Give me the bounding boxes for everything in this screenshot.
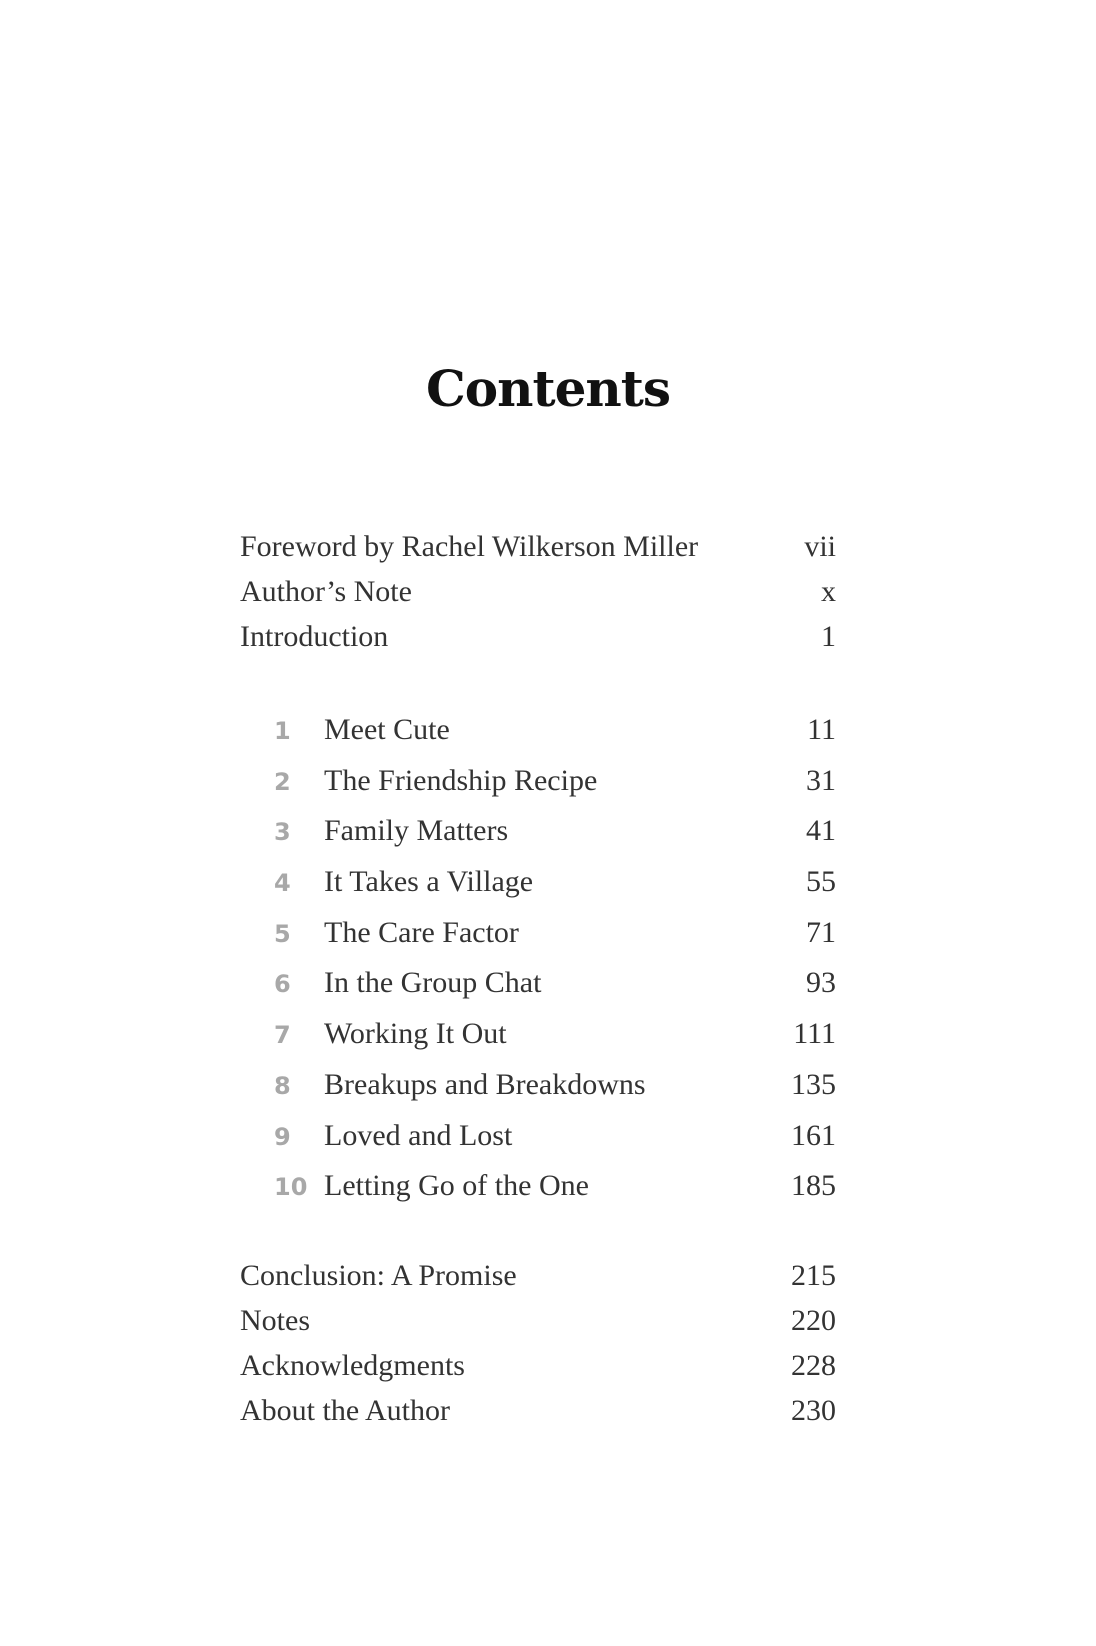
toc-chapter-9[interactable] xyxy=(274,1119,836,1170)
chapter-page: 93 xyxy=(806,966,836,1000)
entry-label: Conclusion: A Promise xyxy=(240,1258,517,1292)
toc-chapter-8[interactable] xyxy=(274,1068,836,1119)
chapter-page: 31 xyxy=(806,763,836,797)
chapter-number: 5 xyxy=(274,919,291,948)
chapter-title: Loved and Lost xyxy=(324,1118,513,1152)
chapter-number: 10 xyxy=(274,1173,308,1202)
chapter-title: Working It Out xyxy=(324,1017,507,1051)
toc-entry-notes[interactable] xyxy=(240,1304,836,1349)
chapter-title: Letting Go of the One xyxy=(324,1169,589,1203)
chapter-page: 71 xyxy=(806,915,836,949)
page-title: Contents xyxy=(425,358,670,418)
entry-label: Acknowledgments xyxy=(240,1348,465,1382)
chapter-number: 6 xyxy=(274,970,291,999)
back-matter-list xyxy=(240,1259,836,1439)
chapter-title: It Takes a Village xyxy=(324,865,534,899)
toc-chapter-1[interactable] xyxy=(274,713,836,764)
chapter-number: 4 xyxy=(274,869,291,898)
entry-page: 215 xyxy=(791,1258,836,1292)
toc-entry-authors-note[interactable] xyxy=(240,575,836,620)
toc-chapter-2[interactable] xyxy=(274,764,836,815)
entry-page: 230 xyxy=(791,1393,836,1427)
chapter-number: 9 xyxy=(274,1122,291,1151)
chapter-title: The Friendship Recipe xyxy=(324,763,598,797)
chapter-title: In the Group Chat xyxy=(324,966,542,1000)
toc-chapter-10[interactable] xyxy=(274,1169,836,1220)
chapter-number: 8 xyxy=(274,1071,291,1100)
chapter-page: 41 xyxy=(806,814,836,848)
toc-chapter-4[interactable] xyxy=(274,865,836,916)
toc-chapter-5[interactable] xyxy=(274,916,836,967)
toc-entry-acknowledgments[interactable] xyxy=(240,1349,836,1394)
entry-page: x xyxy=(821,575,836,608)
chapter-number: 1 xyxy=(274,717,291,745)
chapter-page: 55 xyxy=(806,865,836,899)
toc-chapter-3[interactable] xyxy=(274,814,836,865)
toc-entry-conclusion[interactable] xyxy=(240,1259,836,1304)
toc-chapter-6[interactable] xyxy=(274,966,836,1017)
chapter-number: 3 xyxy=(274,818,291,847)
toc-entry-foreword[interactable] xyxy=(240,530,836,575)
chapter-page: 111 xyxy=(793,1017,836,1051)
chapter-page: 185 xyxy=(791,1169,836,1203)
chapter-list xyxy=(240,713,836,1220)
chapter-title: Meet Cute xyxy=(324,713,450,746)
chapter-title: Family Matters xyxy=(324,814,509,848)
table-of-contents xyxy=(240,530,836,1439)
entry-page: 220 xyxy=(791,1303,836,1337)
entry-label: Introduction xyxy=(240,620,389,653)
chapter-number: 7 xyxy=(274,1021,291,1050)
chapter-number: 2 xyxy=(274,767,291,796)
chapter-page: 11 xyxy=(807,713,836,746)
front-matter-list xyxy=(240,530,836,665)
entry-label: Notes xyxy=(240,1303,310,1337)
entry-label: About the Author xyxy=(240,1393,450,1427)
entry-label: Foreword by Rachel Wilkerson Miller xyxy=(240,530,699,563)
chapter-title: Breakups and Breakdowns xyxy=(324,1067,646,1101)
toc-entry-about-the-author[interactable] xyxy=(240,1394,836,1439)
toc-entry-introduction[interactable] xyxy=(240,620,836,665)
entry-label: Author’s Note xyxy=(240,575,412,608)
chapter-title: The Care Factor xyxy=(324,915,519,949)
entry-page: vii xyxy=(804,530,836,563)
chapter-page: 161 xyxy=(791,1118,836,1152)
chapter-page: 135 xyxy=(791,1067,836,1101)
toc-chapter-7[interactable] xyxy=(274,1017,836,1068)
entry-page: 228 xyxy=(791,1348,836,1382)
entry-page: 1 xyxy=(821,620,836,653)
